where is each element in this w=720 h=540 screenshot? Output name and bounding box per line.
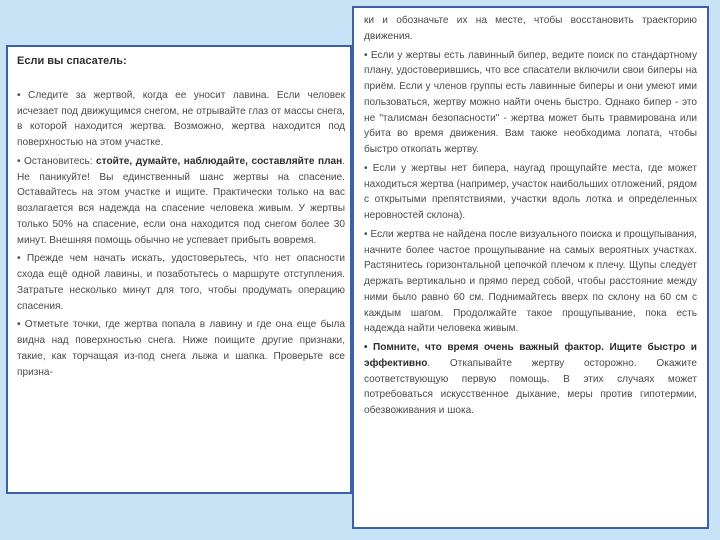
paragraph-no-beeper: • Если у жертвы нет бипера, наугад прощупайте места, где может находиться жертва (например, участок наибольших отложений, рядом с открытыми препятствиями, участки вдоль лотка и определенных неровностей склона). bbox=[364, 162, 697, 221]
paragraph-stop-bold: стойте, думайте, наблюдайте, составляйте план bbox=[96, 155, 343, 167]
paragraph-continuation: ки и обозначьте их на месте, чтобы восстановить траекторию движения. bbox=[364, 15, 697, 42]
right-text-panel bbox=[352, 6, 709, 529]
paragraph-stop-rest: . Не паникуйте! Вы единственный шанс жертвы на спасение. Оставайтесь на этом участке и ищите. Практически только на вас возлагается вся надежда на спасение человека живым. У жертвы только 50% на спасение, если она находится под снегом более 30 минут. Внешняя помощь обычно не успевает прибыть вовремя. bbox=[17, 155, 346, 246]
left-text-panel bbox=[6, 45, 352, 494]
paragraph-time-factor bbox=[364, 340, 697, 419]
paragraph-stop-prefix: • Остановитесь: bbox=[17, 155, 97, 167]
paragraph-time-bold: • Помните, что время очень важный фактор. Ищите быстро и эффективно bbox=[364, 342, 697, 369]
paragraph-probing: • Если жертва не найдена после визуального поиска и прощупывания, начните более частое прощупывание на самых вероятных участках. Растянитесь горизонтальной цепочкой плечом к плечу. Щупы следует держать вертикально и прямо перед собой, чтобы расстояние между ними было равно 60 см. Поднимайтесь вверх по склону на 60 см с каждым шагом. Продолжайте такое прощупывание, пока есть надежда найти человека живым. bbox=[364, 228, 697, 335]
paragraph-time-rest: . Откапывайте жертву осторожно. Окажите соответствующую первую помощь. В этих случаях может потребоваться искусственное дыхание, меры против гипотермии, обезвоживания и шока. bbox=[364, 357, 697, 416]
paragraph-stop-think bbox=[17, 154, 345, 249]
paragraph-beeper: • Если у жертвы есть лавинный бипер, ведите поиск по стандартному плану, удостоверившись, что все спасатели включили свои биперы на приём. Если у членов группы есть лавинные биперы и они умеют ими пользоваться, жертву можно найти очень быстро. Однако бипер - это не "талисман безопасности" - жертва может быть травмирована или убита во время движения. Вам также необходима лопата, чтобы быстро откопать жертву. bbox=[364, 49, 697, 155]
paragraph-mark-points: • Отметьте точки, где жертва попала в лавину и где она еще была видна над поверхностью снега. Ниже поищите другие признаки, такие, как торчащая из-под снега лыжа и шапка. Проверьте все призна- bbox=[17, 319, 345, 378]
section-title: Если вы спасатель: bbox=[17, 55, 127, 67]
paragraph-watch-victim: • Следите за жертвой, когда ее уносит лавина. Если человек исчезает под движущимся снегом, не отрывайте глаз от массы снега, в которой находится жертва. Возможно, жертва находится под поверхностью на этом участке. bbox=[17, 89, 345, 148]
paragraph-check-danger: • Прежде чем начать искать, удостоверьтесь, что нет опасности схода ещё одной лавины, и позаботьтесь о маршруте отступления. Затратьте несколько минут для того, чтобы продумать операцию спасения. bbox=[17, 253, 345, 312]
